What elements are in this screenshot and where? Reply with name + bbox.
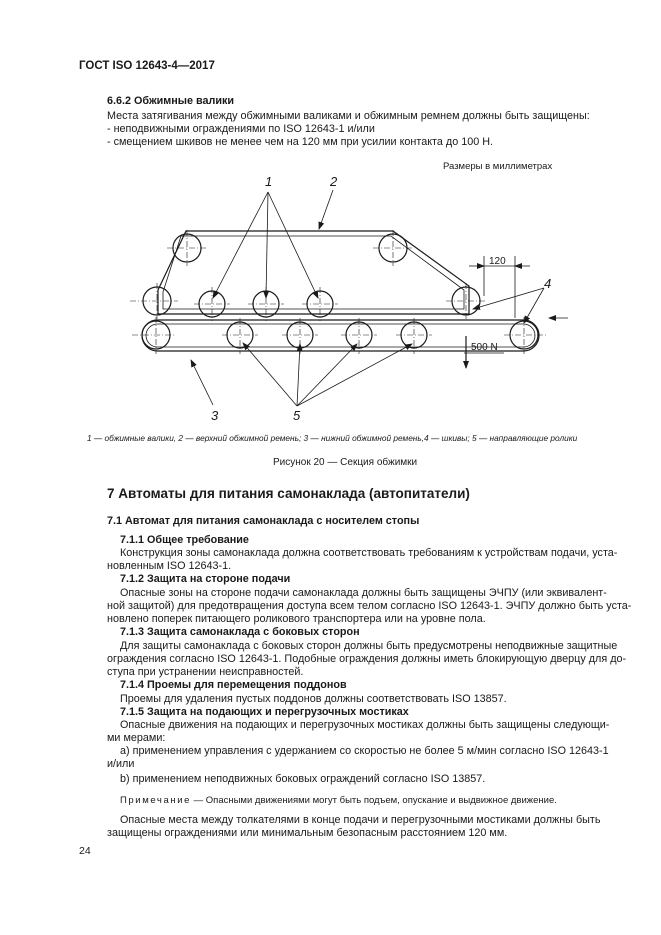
note-label: Примечание xyxy=(120,795,191,806)
paragraph-line: Для защиты самонаклада с боковых сторон должны быть предусмотрены неподвижные защитные xyxy=(120,640,618,652)
section-662-title: 6.6.2 Обжимные валики xyxy=(107,95,235,107)
section-7-title: 7 Автоматы для питания самонаклада (автопитатели) xyxy=(107,486,470,501)
note xyxy=(120,795,557,806)
label-4: 4 xyxy=(544,276,552,291)
paragraph-line: новлено поперек питающего роликового транспортера или на уровне пола. xyxy=(107,613,486,625)
paragraph-line: Опасные зоны на стороне подачи самонаклада должны быть защищены ЭЧПУ (или эквивалент- xyxy=(120,587,607,599)
figure-legend: 1 — обжимные валики, 2 — верхний обжимной ремень; 3 — нижний обжимной ремень,4 — шкивы; 5 — направляющие ролики xyxy=(87,433,578,443)
paragraph-line: защищены ограждениями или минимальным безопасным расстоянием 120 мм. xyxy=(107,827,508,839)
paragraph-line: b) применением неподвижных боковых ограждений согласно ISO 13857. xyxy=(120,773,486,785)
paragraph-line: Конструкция зоны самонаклада должна соответствовать требованиям к устройствам подачи, уста- xyxy=(120,547,618,559)
paragraph-line: Опасные места между толкателями в конце подачи и перегрузочными мостиками должны быть xyxy=(120,814,601,826)
paragraph-line: ми мерами: xyxy=(107,732,166,744)
section-712-title: 7.1.2 Защита на стороне подачи xyxy=(120,573,291,585)
dimension-120-label: 120 xyxy=(489,256,506,267)
label-1: 1 xyxy=(265,174,273,189)
upper-pressing-belt xyxy=(158,231,469,314)
page-number: 24 xyxy=(79,845,91,857)
paragraph-line: Проемы для удаления пустых поддонов должны соответствовать ISO 13857. xyxy=(120,693,507,705)
section-714-title: 7.1.4 Проемы для перемещения поддонов xyxy=(120,679,347,691)
dimensions-note: Размеры в миллиметрах xyxy=(443,161,553,172)
paragraph-line: - смещением шкивов не менее чем на 120 мм при усилии контакта до 100 Н. xyxy=(107,136,494,148)
section-711-title: 7.1.1 Общее требование xyxy=(120,534,249,546)
paragraph-line: Места затягивания между обжимными валиками и обжимным ремнем должны быть защищены: xyxy=(107,110,590,122)
label-3: 3 xyxy=(211,408,219,423)
paragraph-line: Опасные движения на подающих и перегрузочных мостиках должны быть защищены следующи- xyxy=(120,719,610,731)
section-713-title: 7.1.3 Защита самонаклада с боковых сторон xyxy=(120,626,360,638)
paragraph-line: и/или xyxy=(107,758,135,770)
note-text: — Опасными движениями могут быть подъем, опускание и выдвижное движение. xyxy=(191,795,557,806)
paragraph-line: новленным ISO 12643-1. xyxy=(107,560,232,572)
paragraph-line: ной защитой) для предотвращения доступа всем телом согласно ISO 12643-1. ЭЧПУ должно быть уста- xyxy=(107,600,632,612)
label-2: 2 xyxy=(330,174,338,189)
paragraph-line: ступа при устранении неисправностей. xyxy=(107,666,304,678)
figure-caption: Рисунок 20 — Секция обжимки xyxy=(273,457,418,468)
document-code: ГОСТ ISO 12643-4—2017 xyxy=(79,60,215,72)
section-715-title: 7.1.5 Защита на подающих и перегрузочных мостиках xyxy=(120,706,409,718)
force-label: 500 N xyxy=(471,342,498,353)
paragraph-line: a) применением управления с удержанием со скоростью не более 5 м/мин согласно ISO 12643-1 xyxy=(120,745,609,757)
paragraph-line: ограждения согласно ISO 12643-1. Подобные ограждения должны иметь блокирующую дверцу для до- xyxy=(107,653,627,665)
label-5: 5 xyxy=(293,408,301,423)
section-71-title: 7.1 Автомат для питания самонаклада с носителем стопы xyxy=(107,515,420,527)
paragraph-line: - неподвижными ограждениями по ISO 12643-1 и/или xyxy=(107,123,375,135)
